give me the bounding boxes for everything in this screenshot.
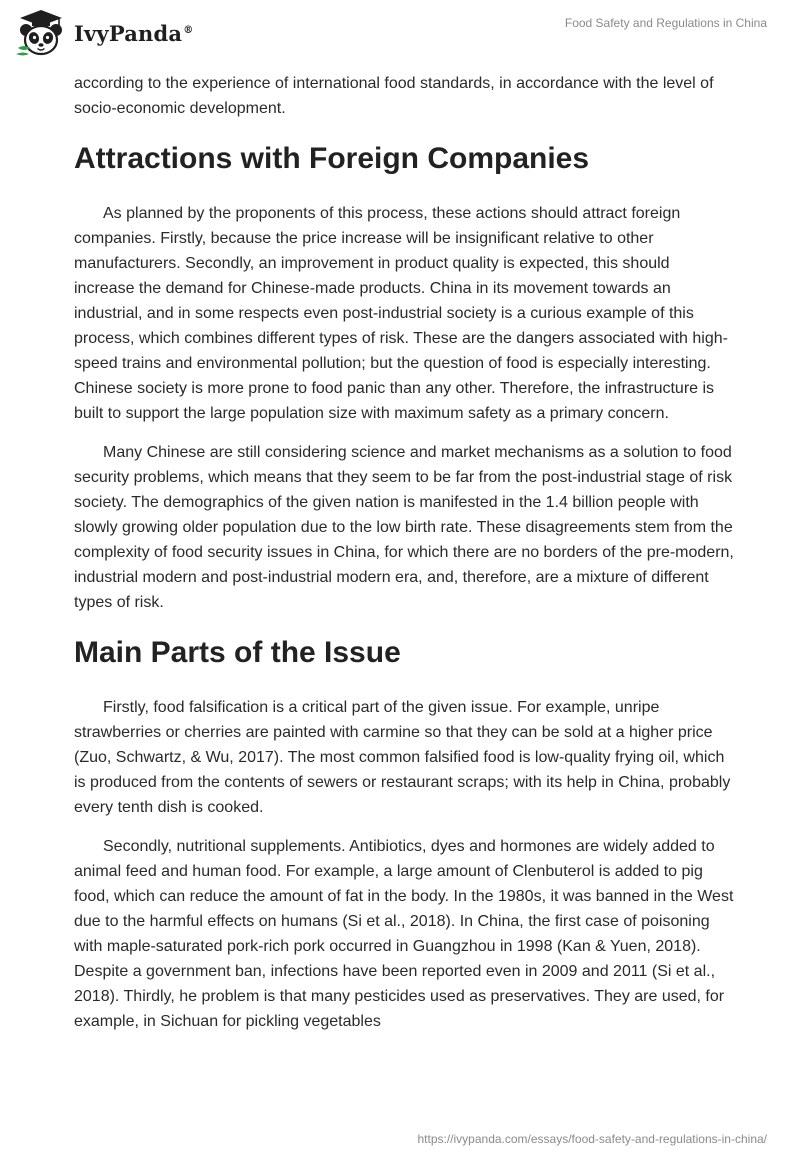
section-heading-main-parts: Main Parts of the Issue bbox=[74, 636, 401, 669]
intro-paragraph: according to the experience of international food standards, in accordance with the level of socio-economic development. bbox=[74, 75, 714, 117]
section-heading-attractions: Attractions with Foreign Companies bbox=[74, 142, 590, 175]
brand-logo[interactable] bbox=[14, 8, 193, 58]
paragraph: Secondly, nutritional supplements. Antibiotics, dyes and hormones are widely added to animal feed and human food. For example, a large amount of Clenbuterol is added to pig food, which can reduce the amount of fat in the body. In the 1980s, it was banned in the West due to the harmful effects on humans (Si et al., 2018). In China, the first case of poisoning with maple-saturated pork-rich pork occurred in Guangzhou in 1998 (Kan & Yuen, 2018). Despite a government ban, infections have been reported even in 2009 and 2011 (Si et al., 2018). Thirdly, he problem is that many pesticides used as preservatives. They are used, for example, in Sichuan for pickling vegetables bbox=[74, 838, 734, 1030]
paragraph: Firstly, food falsification is a critical part of the given issue. For example, unripe strawberries or cherries are painted with carmine so that they can be sold at a higher price (Zuo, Schwartz, & Wu, 2017). The most common falsified food is low-quality frying oil, which is produced from the contents of sewers or restaurant scraps; with its help in China, probably every tenth dish is cooked. bbox=[74, 699, 731, 816]
panda-graduation-cap-icon bbox=[14, 8, 68, 58]
document-title: Food Safety and Regulations in China bbox=[564, 16, 767, 30]
brand-name bbox=[74, 21, 193, 46]
source-url[interactable]: https://ivypanda.com/essays/food-safety-and-regulations-in-china/ bbox=[417, 1132, 767, 1146]
registered-mark: ® bbox=[183, 24, 194, 36]
brand-text: IvyPanda bbox=[74, 20, 183, 46]
paragraph: As planned by the proponents of this process, these actions should attract foreign companies. Firstly, because the price increase will be insignificant relative to other manufacturers. Secondly, an improvement in product quality is expected, this should increase the demand for Chinese-made products. China in its movement towards an industrial, and in some respects even post-industrial society is a curious example of this process, which combines different types of risk. These are the dangers associated with high-speed trains and environmental pollution; but the question of food is especially interesting. Chinese society is more prone to food panic than any other. Therefore, the infrastructure is built to support the large population size with maximum safety as a primary concern. bbox=[74, 205, 728, 422]
essay-content bbox=[74, 71, 734, 1048]
page-header bbox=[0, 0, 800, 64]
paragraph: Many Chinese are still considering science and market mechanisms as a solution to food security problems, which means that they seem to be far from the post-industrial stage of risk society. The demographics of the given nation is manifested in the 1.4 billion people with slowly growing older population due to the low birth rate. These disagreements stem from the complexity of food security issues in China, for which there are no borders of the pre-modern, industrial modern and post-industrial modern era, and, therefore, are a mixture of different types of risk. bbox=[74, 444, 734, 611]
